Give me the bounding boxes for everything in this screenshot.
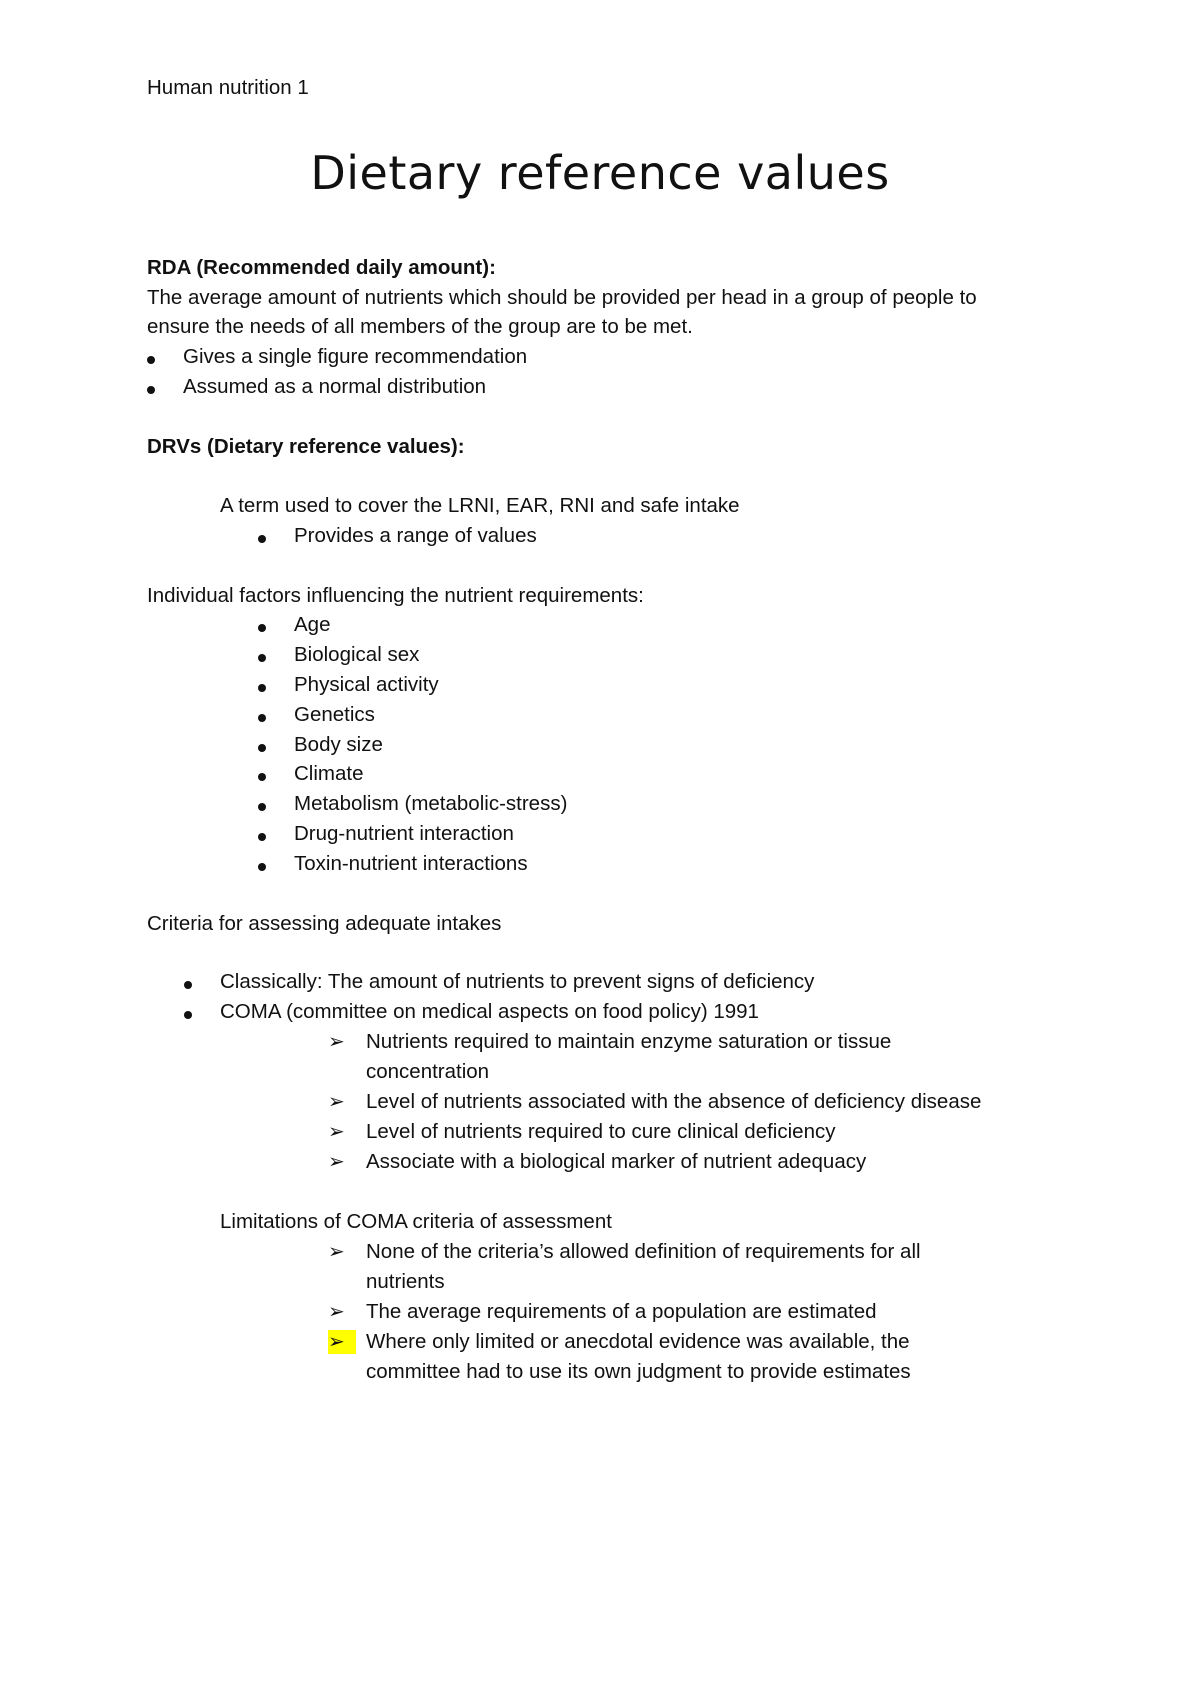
highlighted-arrow-bullet-icon: ➢ (328, 1330, 356, 1354)
arrow-bullet-icon: ➢ (328, 1121, 345, 1143)
bullet-icon (258, 624, 266, 632)
criteria-heading: Criteria for assessing adequate intakes (147, 912, 502, 935)
arrow-bullet-icon: ➢ (328, 1031, 345, 1053)
criteria-bullet: COMA (committee on medical aspects on food policy) 1991 (220, 1000, 759, 1023)
factor-item: Drug-nutrient interaction (294, 822, 514, 845)
bullet-icon (258, 535, 266, 543)
bullet-icon (258, 744, 266, 752)
limitation-item: Where only limited or anecdotal evidence was available, the (366, 1330, 910, 1353)
factor-item: Toxin-nutrient interactions (294, 852, 528, 875)
bullet-icon (147, 386, 155, 394)
criteria-arrow-item: Associate with a biological marker of nutrient adequacy (366, 1150, 867, 1173)
criteria-bullet: Classically: The amount of nutrients to prevent signs of deficiency (220, 970, 815, 993)
factor-item: Age (294, 613, 331, 636)
factor-item: Physical activity (294, 673, 439, 696)
bullet-icon (258, 863, 266, 871)
limitation-item: The average requirements of a population are estimated (366, 1300, 877, 1323)
criteria-arrow-item: Level of nutrients required to cure clinical deficiency (366, 1120, 836, 1143)
bullet-icon (184, 1011, 192, 1019)
arrow-bullet-icon: ➢ (328, 1151, 345, 1173)
factor-item: Genetics (294, 703, 375, 726)
arrow-bullet-icon: ➢ (328, 1301, 345, 1323)
bullet-icon (258, 773, 266, 781)
rda-heading: RDA (Recommended daily amount): (147, 256, 496, 279)
drvs-bullet: Provides a range of values (294, 524, 537, 547)
rda-bullet: Gives a single figure recommendation (183, 345, 528, 368)
bullet-icon (258, 684, 266, 692)
criteria-arrow-item: Level of nutrients associated with the absence of deficiency disease (366, 1090, 982, 1113)
factor-item: Climate (294, 762, 364, 785)
limitation-item-continued: nutrients (366, 1270, 445, 1293)
limitation-item: None of the criteria’s allowed definition of requirements for all (366, 1240, 921, 1263)
limitations-heading: Limitations of COMA criteria of assessment (220, 1210, 612, 1233)
factor-item: Biological sex (294, 643, 420, 666)
page-title: Dietary reference values (310, 146, 890, 200)
drvs-heading: DRVs (Dietary reference values): (147, 435, 465, 458)
rda-description-line-2: ensure the needs of all members of the group are to be met. (147, 315, 693, 338)
bullet-icon (258, 803, 266, 811)
bullet-icon (184, 981, 192, 989)
criteria-arrow-item: Nutrients required to maintain enzyme saturation or tissue (366, 1030, 892, 1053)
factor-item: Body size (294, 733, 383, 756)
drvs-description: A term used to cover the LRNI, EAR, RNI and safe intake (220, 494, 740, 517)
criteria-arrow-item-continued: concentration (366, 1060, 490, 1083)
bullet-icon (258, 654, 266, 662)
factors-heading: Individual factors influencing the nutrient requirements: (147, 584, 644, 607)
rda-description-line-1: The average amount of nutrients which should be provided per head in a group of people to (147, 286, 977, 309)
arrow-bullet-icon: ➢ (328, 1241, 345, 1263)
document-header: Human nutrition 1 (147, 76, 309, 99)
rda-bullet: Assumed as a normal distribution (183, 375, 487, 398)
bullet-icon (258, 714, 266, 722)
arrow-bullet-icon: ➢ (328, 1091, 345, 1113)
limitation-item-continued: committee had to use its own judgment to provide estimates (366, 1360, 911, 1383)
factor-item: Metabolism (metabolic-stress) (294, 792, 568, 815)
bullet-icon (147, 356, 155, 364)
bullet-icon (258, 833, 266, 841)
